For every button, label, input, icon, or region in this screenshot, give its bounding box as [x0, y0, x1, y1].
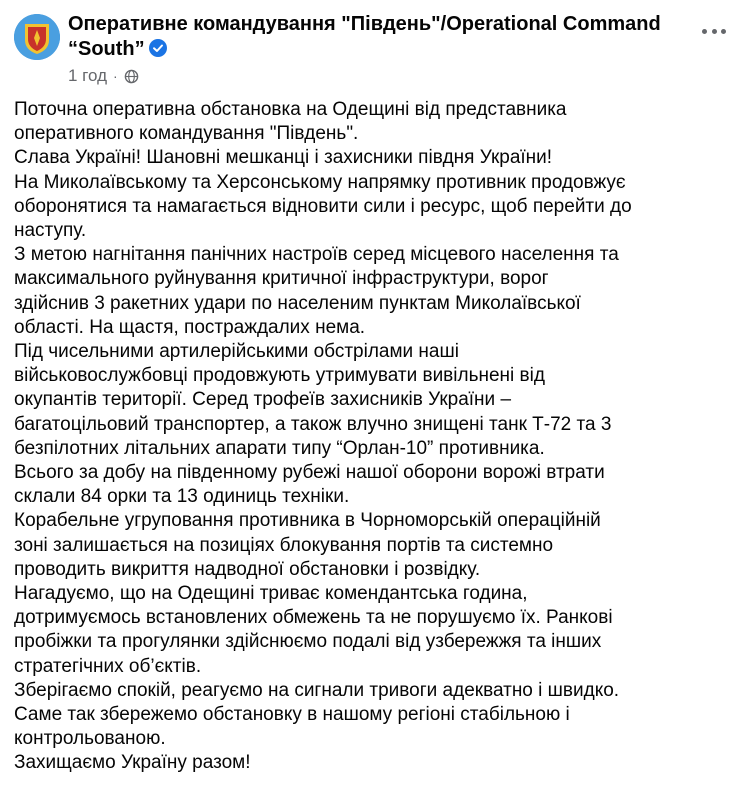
post-text-line: Саме так збережемо обстановку в нашому регіоні стабільною і [14, 704, 570, 726]
post-text-line: Зберігаємо спокій, реагуємо на сигнали тривоги адекватно і швидко. [14, 679, 620, 701]
post-text-line: Під чисельними артилерійськими обстрілами наші [14, 341, 459, 363]
author-name[interactable] [68, 12, 668, 62]
post-text-line: З метою нагнітання панічних настроїв серед місцевого населення та [14, 244, 619, 266]
post-text-line: області. На щастя, постраждалих нема. [14, 316, 366, 338]
post-text-line: проводить викриття надводної обстановки і розвідку. [14, 558, 481, 580]
post-text-line: багатоцільовий транспортер, а також влучно знищені танк Т-72 та 3 [14, 413, 612, 435]
post-text-line: Слава Україні! Шановні мешканці і захисники півдня України! [14, 147, 553, 169]
emblem-avatar [14, 14, 60, 60]
more-dot [702, 29, 707, 34]
post-text-line: здійснив 3 ракетних удари по населеним пунктам Миколаївської [14, 292, 581, 314]
post-header [14, 12, 730, 90]
post-text-line: пробіжки та прогулянки здійснюємо подалі від узбережжя та інших [14, 631, 602, 653]
post-text-line: безпілотних літальних апарати типу “Орлан-10” противника. [14, 437, 545, 459]
more-dot [712, 29, 717, 34]
globe-icon [124, 69, 139, 84]
post-text-line: Всього за добу на південному рубежі нашої оборони ворожі втрати [14, 462, 605, 484]
post-text-line: контрольованою. [14, 728, 166, 750]
verified-badge-icon [149, 39, 167, 57]
post-text-line: максимального руйнування критичної інфраструктури, ворог [14, 268, 549, 290]
post-text-line: оборонятися та намагається відновити сили і ресурс, щоб перейти до [14, 195, 632, 217]
post-text-line: Поточна оперативна обстановка на Одещині від представника [14, 99, 567, 120]
page-avatar[interactable] [14, 14, 60, 60]
post-text [14, 98, 734, 776]
post-text-line: стратегічних об’єктів. [14, 655, 202, 677]
post-text-line: військовослужбовці продовжують утримувати вивільнені від [14, 365, 545, 387]
post-text-line: Захищаємо Україну разом! [14, 752, 251, 774]
author-name-text[interactable]: Оперативне командування "Південь"/Operational Command “South” [68, 13, 661, 60]
post-text-line: окупантів території. Серед трофеїв захисників України – [14, 389, 512, 411]
post-text-line: Нагадуємо, що на Одещині триває комендантська година, [14, 583, 528, 605]
post-text-line: дотримуємось встановлених обмежень та не порушуємо їх. Ранкові [14, 607, 613, 629]
post-text-line: зоні залишається на позиціях блокування портів та системно [14, 534, 554, 556]
meta-separator: · [113, 68, 118, 84]
post-text-line: наступу. [14, 220, 87, 242]
post-text-line: склали 84 орки та 13 одиниць техніки. [14, 486, 350, 508]
post-time[interactable]: 1 год [68, 66, 108, 85]
post-text-line: Корабельне угруповання противника в Чорноморській операційній [14, 510, 601, 532]
post-text-line: На Миколаївському та Херсонському напрямку противник продовжує [14, 171, 626, 193]
more-options-icon[interactable] [702, 26, 726, 36]
post-text-line: оперативного командування "Південь". [14, 123, 359, 145]
post-meta [68, 66, 139, 86]
more-dot [721, 29, 726, 34]
